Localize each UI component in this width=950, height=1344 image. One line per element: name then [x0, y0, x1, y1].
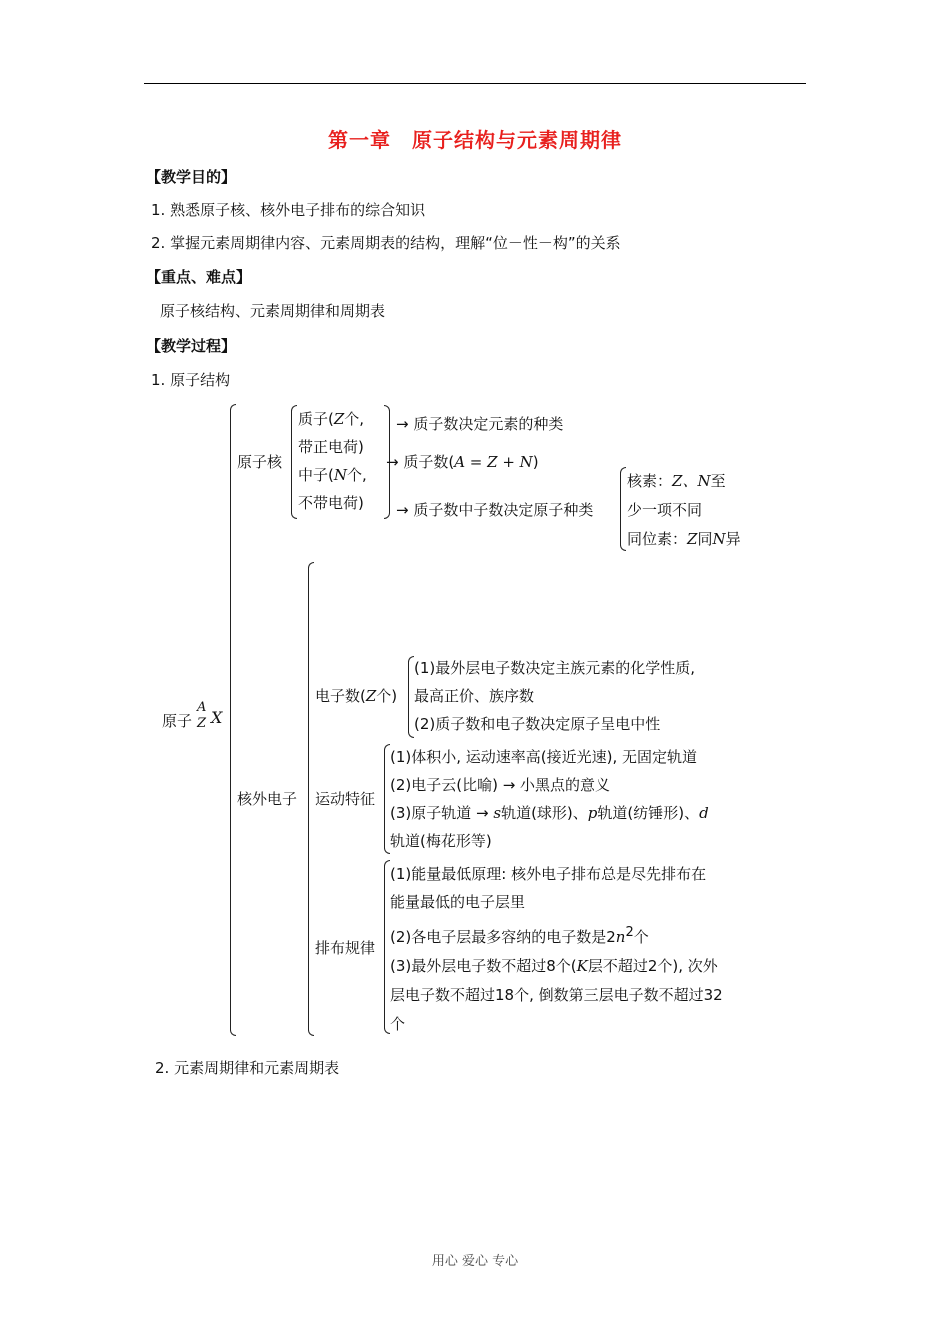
electrons-label: 核外电子: [237, 790, 298, 808]
rule-line-5: 层电子数不超过18个, 倒数第三层电子数不超过32: [390, 986, 723, 1004]
count-line-1: (1)最外层电子数决定主族元素的化学性质,: [414, 659, 696, 677]
rule-line-6: 个: [390, 1015, 406, 1033]
element-symbol: X: [211, 708, 223, 727]
page-title: 第一章 原子结构与元素周期律: [328, 128, 622, 152]
item-1: 1. 原子结构: [151, 371, 231, 389]
motion-line-2: (2)电子云(比喻) → 小黑点的意义: [390, 776, 611, 794]
rule-line-4: (3)最外层电子数不超过8个(K层不超过2个), 次外: [390, 957, 718, 975]
goal-1: 1. 熟悉原子核、核外电子排布的综合知识: [151, 201, 426, 219]
nucleus-label: 原子核: [237, 453, 283, 471]
nuclide-brace: [620, 467, 626, 551]
rule-line-3: (2)各电子层最多容纳的电子数是$2n^2$个: [390, 925, 649, 946]
motion-label: 运动特征: [315, 790, 376, 808]
root-brace: [230, 404, 236, 1036]
isotope-line: 同位素：Z同N异: [627, 530, 741, 548]
header-rule: [144, 83, 806, 84]
page-footer: 用心 爱心 专心: [431, 1254, 519, 1269]
root-label: 原子: [162, 712, 193, 730]
goals-heading: 【教学目的】: [146, 168, 237, 186]
proton-line-1: 质子(Z个,: [298, 410, 365, 428]
nucleus-brace: [291, 405, 297, 519]
count-label: 电子数(Z个): [315, 687, 398, 705]
arrow-element-type: → 质子数决定元素的种类: [396, 415, 564, 433]
nuclide-line-1: 核素：Z、N至: [627, 472, 726, 490]
count-line-2: 最高正价、族序数: [414, 687, 535, 705]
process-heading: 【教学过程】: [146, 337, 237, 355]
item-2: 2. 元素周期律和元素周期表: [155, 1059, 340, 1077]
mass-number: A: [197, 700, 207, 715]
proton-line-2: 带正电荷): [298, 438, 364, 456]
motion-line-3: (3)原子轨道 → s轨道(球形)、p轨道(纺锤形)、d: [390, 804, 709, 822]
count-line-3: (2)质子数和电子数决定原子呈电中性: [414, 715, 661, 733]
rule-line-1: (1)能量最低原理: 核外电子排布总是尽先排布在: [390, 865, 707, 883]
key-heading: 【重点、难点】: [146, 268, 252, 286]
key-text: 原子核结构、元素周期律和周期表: [160, 302, 386, 320]
rule-line-2: 能量最低的电子层里: [390, 893, 526, 911]
neutron-line-1: 中子(N个,: [298, 466, 367, 484]
arrow-atom-type: → 质子数中子数决定原子种类: [396, 501, 594, 519]
neutron-line-2: 不带电荷): [298, 494, 364, 512]
atomic-number: Z: [197, 716, 207, 731]
nuclide-line-2: 少一项不同: [627, 501, 703, 519]
motion-line-1: (1)体积小, 运动速率高(接近光速), 无固定轨道: [390, 748, 698, 766]
motion-line-4: 轨道(梅花形等): [390, 832, 492, 850]
electrons-brace: [308, 562, 314, 1036]
arrow-mass-number: → 质子数(A = Z + N): [386, 453, 539, 471]
rule-brace: [384, 860, 390, 1034]
rule-label: 排布规律: [315, 939, 376, 957]
goal-2: 2. 掌握元素周期律内容、元素周期表的结构，理解“位－性－构”的关系: [151, 234, 621, 252]
